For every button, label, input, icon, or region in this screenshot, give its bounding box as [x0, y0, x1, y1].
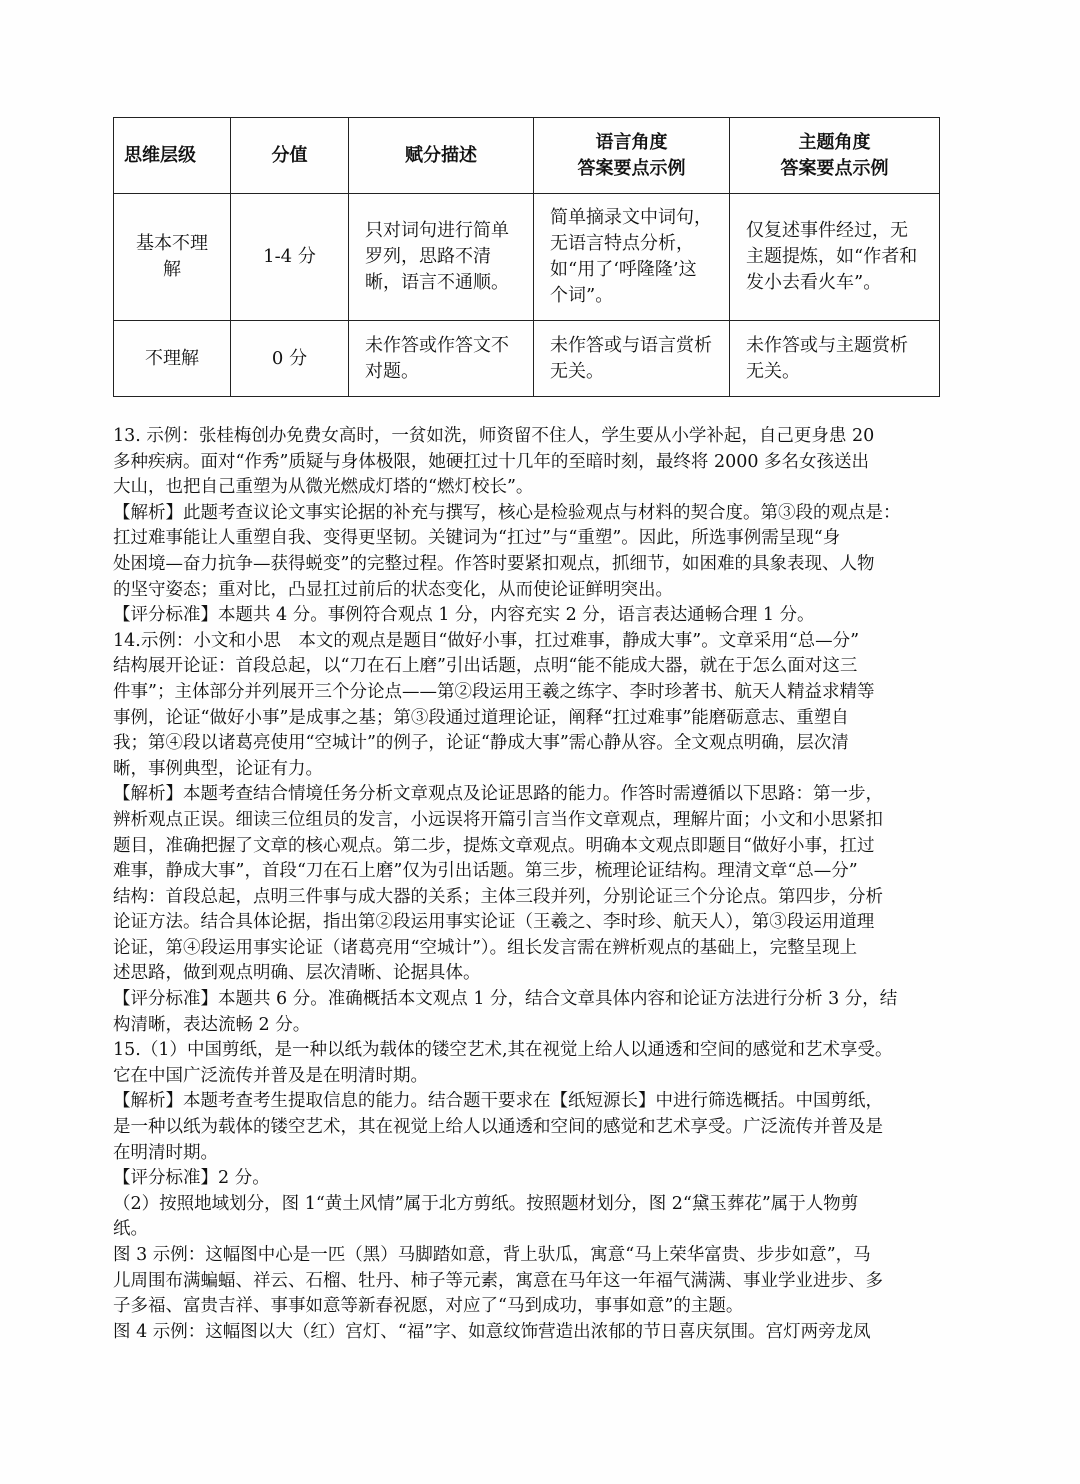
- cell-score: 1-4 分: [231, 194, 349, 321]
- answer-13-example: 13. 示例：张桂梅创办免费女高时，一贫如洗，师资留不住人，学生要从小学补起，自己更身患 20 多种疾病。面对“作秀”质疑与身体极限，她硬扛过十几年的至暗时刻，最终将 2000 多名女孩送出 大山，也把自己重塑为从微光燃成灯塔的“燃灯校长”。: [113, 426, 875, 498]
- answer-15-figure-4: 图 4 示例：这幅图以大（红）宫灯、“福”字、如意纹饰营造出浓郁的节日喜庆氛围。宫灯两旁龙凤: [113, 1321, 871, 1342]
- table-header-row: [114, 118, 940, 194]
- cell-language-example: 未作答或与语言赏析无关。: [534, 321, 730, 397]
- cell-description: 未作答或作答文不对题。: [349, 321, 534, 397]
- scoring-rubric-table: [113, 117, 940, 397]
- answer-15-1-scoring: 【评分标准】2 分。: [113, 1168, 270, 1189]
- answer-15-2: （2）按照地域划分，图 1“黄土风情”属于北方剪纸。按照题材划分，图 2“黛玉葬花”属于人物剪 纸。: [113, 1193, 859, 1240]
- header-theme-angle: [730, 118, 940, 194]
- answer-explanations: [113, 424, 971, 1345]
- cell-theme-example: 仅复述事件经过，无主题提炼，如“作者和发小去看火车”。: [730, 194, 940, 321]
- answer-13-scoring: 【评分标准】本题共 4 分。事例符合观点 1 分，内容充实 2 分，语言表达通畅合理 1 分。: [113, 605, 815, 626]
- answer-14-scoring: 【评分标准】本题共 6 分。准确概括本文观点 1 分，结合文章具体内容和论证方法进行分析 3 分，结 构清晰，表达流畅 2 分。: [113, 989, 898, 1035]
- header-theme-angle-line2: 答案要点示例: [780, 157, 889, 179]
- answer-15-figure-3: 图 3 示例：这幅图中心是一匹（黑）马脚踏如意，背上驮瓜，寓意“马上荣华富贵、步步如意”，马 儿周围布满蝙蝠、祥云、石榴、牡丹、柿子等元素，寓意在马年这一年福气满满、事业学业进步、多 子多福、富贵吉祥、事事如意等新春祝愿，对应了“马到成功，事事如意”的主题。: [113, 1245, 883, 1317]
- answer-15-1-analysis: 【解析】本题考查考生提取信息的能力。结合题干要求在【纸短源长】中进行筛选概括。中国剪纸， 是一种以纸为载体的镂空艺术，其在视觉上给人以通透和空间的感觉和艺术享受。广泛流传并普及是 在明清时期。: [113, 1091, 883, 1163]
- answer-14-example: 14.示例：小文和小思 本文的观点是题目“做好小事，扛过难事，静成大事”。文章采用“总—分” 结构展开论证：首段总起，以“刀在石上磨”引出话题，点明“能不能成大器，就在于怎么面对这三 件事”；主体部分并列展开三个分论点——第②段运用王羲之练字、李时珍著书、航天人精益求精等 事例，论证“做好小事”是成事之基；第③段通过道理论证，阐释“扛过难事”能磨砺意志、重塑自 我；第④段以诸葛亮使用“空城计”的例子，论证“静成大事”需心静从容。全文观点明确，层次清 晰，事例典型，论证有力。: [113, 630, 875, 779]
- cell-level: 基本不理解: [114, 194, 231, 321]
- header-theme-angle-line1: 主题角度: [798, 131, 871, 153]
- header-scoring-description: 赋分描述: [349, 118, 534, 194]
- header-language-angle-line2: 答案要点示例: [577, 157, 686, 179]
- header-language-angle: [534, 118, 730, 194]
- header-language-angle-line1: 语言角度: [595, 131, 668, 153]
- header-thinking-level: 思维层级: [114, 118, 231, 194]
- cell-description: 只对词句进行简单罗列，思路不清晰，语言不通顺。: [349, 194, 534, 321]
- answer-15-1: 15.（1）中国剪纸，是一种以纸为载体的镂空艺术,其在视觉上给人以通透和空间的感觉和艺术享受。 它在中国广泛流传并普及是在明清时期。: [113, 1040, 893, 1086]
- cell-level: 不理解: [114, 321, 231, 397]
- answer-13-analysis: 【解析】此题考查议论文事实论据的补充与撰写，核心是检验观点与材料的契合度。第③段的观点是： 扛过难事能让人重塑自我、变得更坚韧。关键词为“扛过”与“重塑”。因此，所选事例需呈现“身 处困境—奋力抗争—获得蜕变”的完整过程。作答时要紧扣观点，抓细节，如困难的具象表现、人物 的坚守姿态；重对比，凸显扛过前后的状态变化，从而使论证鲜明突出。: [113, 502, 901, 600]
- table-row: [114, 194, 940, 321]
- cell-language-example: 简单摘录文中词句，无语言特点分析，如“用了‘呼隆隆’这个词”。: [534, 194, 730, 321]
- table-row: [114, 321, 940, 397]
- answer-14-analysis: 【解析】本题考查结合情境任务分析文章观点及论证思路的能力。作答时需遵循以下思路：第一步， 辨析观点正误。细读三位组员的发言，小远误将开篇引言当作文章观点，理解片面；小文和小思紧扣 题目，准确把握了文章的核心观点。第二步，提炼文章观点。明确本文观点即题目“做好小事，扛过 难事，静成大事”，首段“刀在石上磨”仅为引出话题。第三步，梳理论证结构。理清文章“总—分” 结构：首段总起，点明三件事与成大器的关系；主体三段并列，分别论证三个分论点。第四步，分析 论证方法。结合具体论据，指出第②段运用事实论证（王羲之、李时珍、航天人），第③段运用道理 论证，第④段运用事实论证（诸葛亮用“空城计”）。组长发言需在辨析观点的基础上，完整呈现上 述思路，做到观点明确、层次清晰、论据具体。: [113, 784, 883, 984]
- header-score: 分值: [231, 118, 349, 194]
- cell-score: 0 分: [231, 321, 349, 397]
- cell-theme-example: 未作答或与主题赏析无关。: [730, 321, 940, 397]
